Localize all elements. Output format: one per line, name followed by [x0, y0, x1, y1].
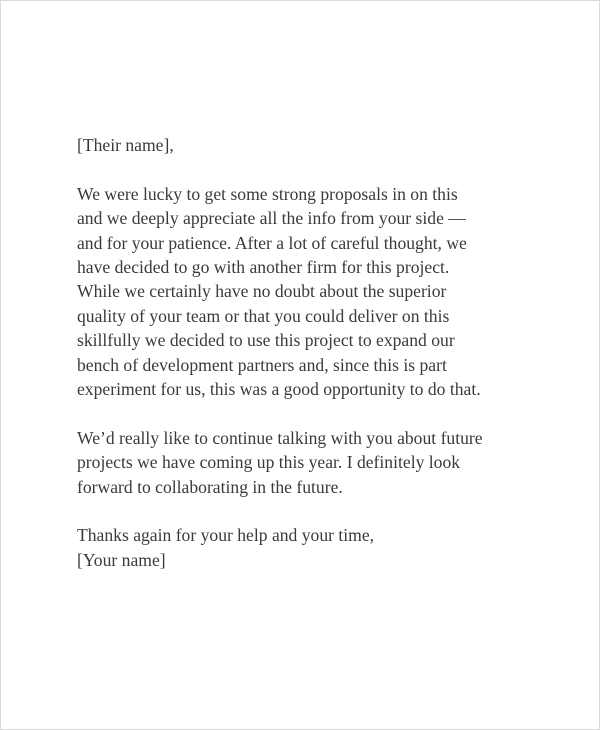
letter-body: [77, 133, 547, 597]
text-line: skillfully we decided to use this project to expand our: [77, 330, 455, 351]
text-line: experiment for us, this was a good opportunity to do that.: [77, 379, 481, 400]
salutation-text: [Their name],: [77, 135, 174, 155]
text-line: We were lucky to get some strong proposals in on this: [77, 183, 458, 204]
text-line: quality of your team or that you could deliver on this: [77, 305, 450, 326]
closing-text: Thanks again for your help and your time,: [77, 525, 375, 546]
text-line: forward to collaborating in the future.: [77, 476, 343, 497]
salutation: [77, 133, 547, 157]
paragraph-future: [77, 426, 547, 499]
text-line: and for your patience. After a lot of careful thought, we: [77, 232, 467, 253]
closing-block: [77, 523, 547, 572]
paragraph-decision: [77, 182, 547, 402]
text-line: projects we have coming up this year. I definitely look: [77, 452, 461, 473]
text-line: have decided to go with another firm for this project.: [77, 257, 450, 278]
text-line: While we certainly have no doubt about the superior: [77, 281, 447, 302]
text-line: and we deeply appreciate all the info from your side —: [77, 208, 466, 229]
text-line: We’d really like to continue talking with you about future: [77, 427, 483, 448]
text-line: bench of development partners and, since this is part: [77, 354, 447, 375]
signature-text: [Your name]: [77, 549, 166, 570]
